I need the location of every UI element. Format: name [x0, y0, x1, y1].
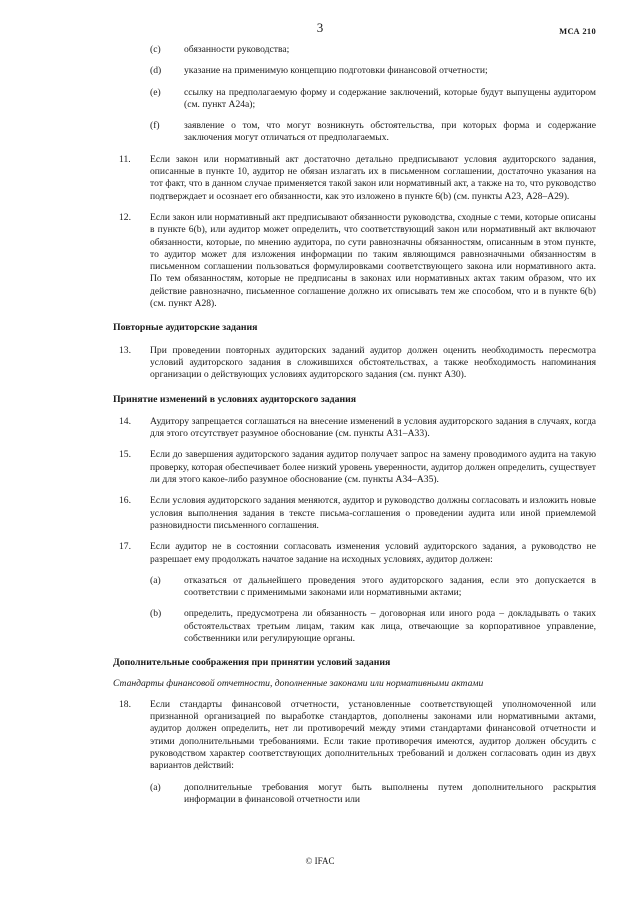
paragraph-number: 18.: [119, 698, 131, 710]
section-heading: Принятие изменений в условиях аудиторского задания: [113, 393, 357, 405]
list-item-label: (f): [150, 120, 160, 132]
list-item: [113, 782, 596, 807]
paragraph: [113, 495, 596, 532]
list-item-label: (d): [150, 65, 162, 77]
paragraph: [113, 416, 596, 441]
list-item-text: обязанности руководства;: [184, 44, 290, 55]
list-item-label: (a): [150, 781, 161, 793]
section-heading: Дополнительные соображения при принятии условий задания: [113, 657, 391, 669]
standard-code: МСА 210: [559, 26, 596, 36]
list-item-text: ссылку на предполагаемую форму и содержание заключений, которые будут выпущены аудитором (см. пункт А24а);: [184, 86, 596, 110]
paragraph-text: Если закон или нормативный акт достаточно детально предписывают условия аудиторского задания, описанные в пункте 10, аудитор не обязан излагать их в письменном соглашении, достаточно указания на тот факт, что в данном случае применяется такой закон или нормативный акт, а также на то, что руководство подтверждает и осознает его обязанности, как это изложено в пункте 6(b) (см. пункты А23, А28–А29).: [150, 153, 596, 202]
section-subheading: Стандарты финансовой отчетности, дополненные законами или нормативными актами: [113, 677, 484, 689]
paragraph-number: 11.: [119, 153, 131, 165]
paragraph-text: При проведении повторных аудиторских заданий аудитор должен оценить необходимость пересмотра условий аудиторского задания в сложившихся обстоятельствах, а также необходимость напоминания организации о действующих условиях аудиторского задания (см. пункт А30).: [150, 344, 596, 381]
paragraph-number: 12.: [119, 211, 131, 223]
paragraph-text: Если аудитор не в состоянии согласовать изменения условий аудиторского задания, а руководство не разрешает ему продолжать начатое задание на исходных условиях, аудитор должен:: [150, 541, 596, 565]
paragraph: [113, 345, 596, 382]
list-item: [113, 575, 596, 600]
list-item: [113, 65, 596, 77]
list-item-label: (a): [150, 574, 161, 586]
list-item: [113, 87, 596, 112]
paragraph-number: 16.: [119, 495, 131, 507]
list-item-label: (c): [150, 44, 161, 55]
paragraph-number: 14.: [119, 415, 131, 427]
list-item: [113, 120, 596, 145]
paragraph: [113, 541, 596, 566]
paragraph-text: Если закон или нормативный акт предписывают обязанности руководства, сходные с теми, которые описаны в пункте 6(b), или аудитор может определить, что соответствующий закон или нормативный акт включают обязанности, которые, по мнению аудитора, по сути равнозначны обязанностям, описанным в этом пункте, то аудитор может для изложения информации по таким являющимся равнозначными обязанностям в письменном соглашении пользоваться формулировками соответствующего закона или нормативного акта. По тем обязанностям, которые не предписаны в законах или нормативных актах таким образом, что их действие равнозначно, письменное соглашение должно их описывать тем же способом, что и в пункте 6(b) (см. пункт А28).: [150, 211, 596, 310]
paragraph: [113, 699, 596, 773]
paragraph: [113, 449, 596, 486]
paragraph: [113, 154, 596, 203]
list-item-text: отказаться от дальнейшего проведения этого аудиторского задания, если это допускается в соответствии с применимыми законами или нормативными актами;: [184, 574, 596, 599]
footer-copyright: © IFAC: [305, 856, 335, 866]
paragraph-number: 15.: [119, 449, 131, 461]
list-item-label: (b): [150, 608, 162, 620]
document-body: [113, 44, 596, 815]
paragraph-text: Аудитору запрещается соглашаться на внесение изменений в условия аудиторского задания в случаях, когда для этого отсутствует разумное обоснование (см. пункты А31–А33).: [150, 415, 596, 440]
paragraph: [113, 212, 596, 310]
list-item-text: заявление о том, что могут возникнуть обстоятельства, при которых форма и содержание заключения могут отличаться от предполагаемых.: [184, 120, 596, 144]
list-item-text: дополнительные требования могут быть выполнены путем дополнительного раскрытия информации в финансовой отчетности или: [184, 781, 596, 805]
list-item: [113, 608, 596, 645]
list-item-label: (e): [150, 86, 161, 98]
list-item-text: указание на применимую концепцию подготовки финансовой отчетности;: [184, 65, 488, 77]
page-number: 3: [316, 20, 324, 35]
section-heading: Повторные аудиторские задания: [113, 322, 258, 334]
paragraph-number: 13.: [119, 344, 131, 356]
paragraph-text: Если до завершения аудиторского задания аудитор получает запрос на замену проводимого аудита на такую проверку, которая обеспечивает более низкий уровень уверенности, аудитор должен определить, существует ли для этого какое-либо разумное обоснование (см. пункты А34–А35).: [150, 449, 596, 486]
paragraph-number: 17.: [119, 541, 131, 553]
paragraph-text: Если условия аудиторского задания меняются, аудитор и руководство должны согласовать и изложить новые условия выполнения задания в тексте письма-соглашения о проведении аудита или иной приемлемой разновидности письменного соглашения.: [150, 495, 596, 531]
list-item: [113, 44, 596, 56]
list-item-text: определить, предусмотрена ли обязанность – договорная или иного рода – докладывать о таких обстоятельствах третьим лицам, таким как лица, отвечающие за корпоративное управление, собственники или регулирующие органы.: [184, 608, 596, 644]
paragraph-text: Если стандарты финансовой отчетности, установленные соответствующей уполномоченной или признанной организацией по выработке стандартов, дополнены законами или нормативными актами, аудитор должен определить, нет ли противоречий между этими стандартами финансовой отчетности и этими дополнительными требованиями. Если такие противоречия имеются, аудитор должен обсудить с руководством характер соответствующих дополнительных требований и должен согласовать один из двух вариантов действий:: [150, 698, 596, 772]
